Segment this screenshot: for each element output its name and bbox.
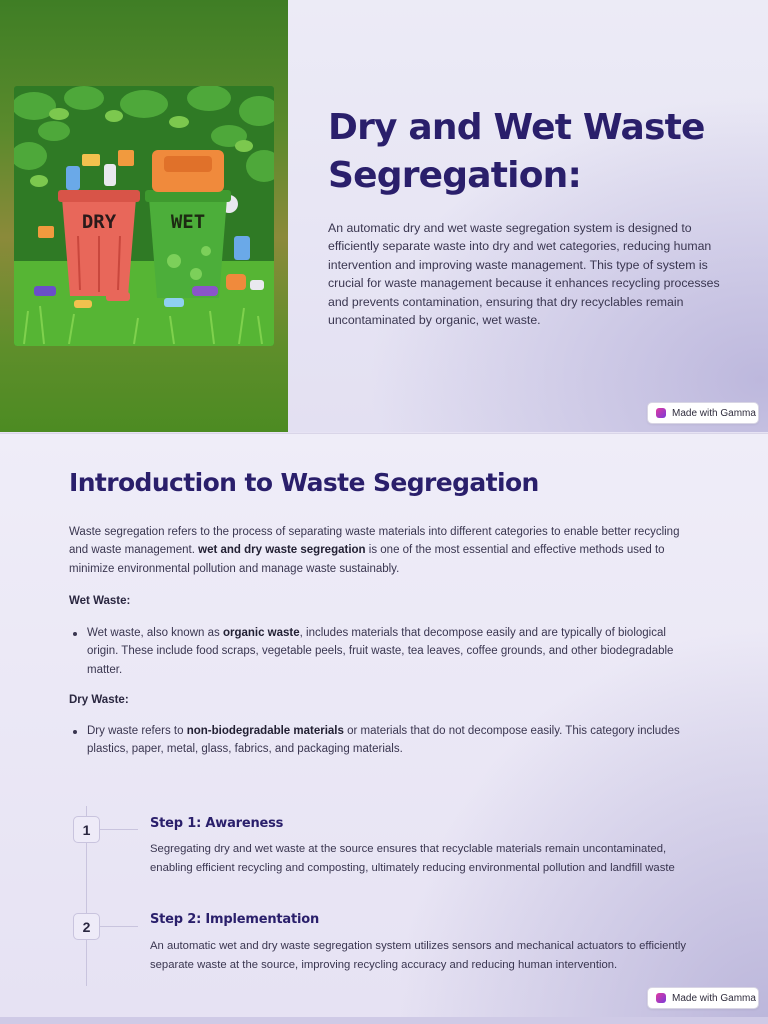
- made-with-gamma-label: Made with Gamma: [672, 992, 756, 1004]
- step-2-title: Step 2: Implementation: [150, 912, 320, 927]
- step-1-number: 1: [73, 816, 100, 843]
- step-2-number: 2: [73, 913, 100, 940]
- waste-bins-illustration: [14, 86, 274, 346]
- gamma-logo-icon: [656, 408, 666, 418]
- dry-waste-bullet: Dry waste refers to non-biodegradable materials or materials that do not decompose easily. This category includes plastics, paper, metal, glass, fabrics, and packaging materials.: [87, 722, 687, 759]
- next-slide-edge: [0, 1017, 768, 1024]
- step-1-title: Step 1: Awareness: [150, 816, 284, 831]
- step-1-description: Segregating dry and wet waste at the source ensures that recyclable materials remain uncontaminated, enabling efficient recycling and composting, ultimately reducing environmental pollution and landfill waste: [150, 843, 675, 874]
- step-2-description: An automatic wet and dry waste segregation system utilizes sensors and mechanical actuators to efficiently separate waste at the source, improving recycling accuracy and reducing human intervention.: [150, 940, 687, 971]
- wet-waste-heading: Wet Waste:: [69, 595, 131, 607]
- wet-bin-label: WET: [170, 211, 206, 233]
- waste-bins-image: [14, 86, 274, 346]
- step-1-connector: [100, 829, 138, 830]
- dry-bin-label: DRY: [81, 211, 117, 233]
- gamma-logo-icon: [656, 993, 666, 1003]
- image-panel: [0, 0, 288, 432]
- slide-1-body: An automatic dry and wet waste segregation system is designed to efficiently separate waste into dry and wet categories, reducing human intervention and improving waste management. This type of system is crucial for waste management because it enhances recycling processes and prevents contamination, ensuring that dry recyclables remain uncontaminated by organic, wet waste.: [328, 221, 720, 328]
- dry-waste-emphasis: non-biodegradable materials: [186, 725, 344, 737]
- made-with-gamma-badge-2[interactable]: [647, 987, 759, 1009]
- slide-2-title: Introduction to Waste Segregation: [69, 468, 539, 497]
- wet-waste-bullet: Wet waste, also known as organic waste, includes materials that decompose easily and are typically of biological origin. These include food scraps, vegetable peels, fruit waste, tea leaves, coffee grounds, and other biodegradable matter.: [87, 624, 687, 679]
- wet-waste-emphasis: organic waste: [222, 627, 300, 639]
- slide-1: [0, 0, 768, 432]
- slide-1-title: Dry and Wet Waste Segregation:: [328, 107, 705, 196]
- intro-emphasis: wet and dry waste segregation: [198, 544, 366, 557]
- step-2-connector: [100, 926, 138, 927]
- slide-2: [0, 433, 768, 1017]
- made-with-gamma-label: Made with Gamma: [672, 407, 756, 419]
- made-with-gamma-badge[interactable]: [647, 402, 759, 424]
- intro-paragraph: Waste segregation refers to the process of separating waste materials into different categories to enable better recycling and waste management. wet and dry waste segregation is one of the most essential and effective methods used to minimize environmental pollution and manage waste sustainably.: [69, 526, 680, 575]
- dry-waste-heading: Dry Waste:: [69, 694, 129, 706]
